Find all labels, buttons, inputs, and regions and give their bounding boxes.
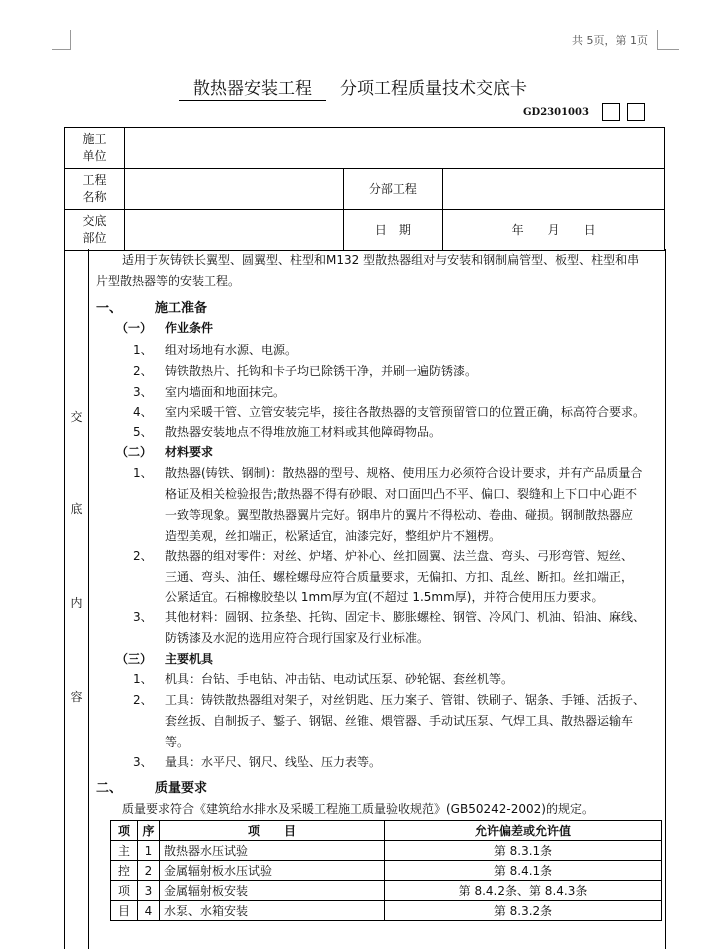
document-code: GD2301003 bbox=[523, 107, 589, 118]
title-project-name: 散热器安装工程 bbox=[179, 74, 326, 101]
side-label-char-4: 容 bbox=[70, 690, 83, 704]
section-2-title: 质量要求 bbox=[155, 781, 208, 796]
intro-line-1: 适用于灰铸铁长翼型、圆翼型、柱型和M132 型散热器组对与安装和钢制扁管型、板型、柱型和串 bbox=[122, 253, 640, 267]
construction-unit-value bbox=[124, 128, 664, 169]
header-row-unit bbox=[65, 128, 665, 169]
section-2-number: 二、 bbox=[96, 781, 123, 796]
quality-table-header bbox=[111, 821, 662, 841]
side-label-char-3: 内 bbox=[70, 596, 83, 610]
subsection-1-title: 作业条件 bbox=[165, 321, 214, 335]
page-title bbox=[0, 74, 706, 101]
work-condition-5-text: 散热器安装地点不得堆放施工材料或其他障碍物品。 bbox=[165, 425, 442, 439]
group-label-char-3: 项 bbox=[111, 881, 138, 901]
material-1-num: 1、 bbox=[133, 466, 153, 480]
row-item: 金属辐射板安装 bbox=[160, 881, 385, 901]
crop-mark-right-vertical bbox=[657, 30, 658, 50]
sub-project-value bbox=[443, 169, 665, 210]
row-item: 金属辐射板水压试验 bbox=[160, 861, 385, 881]
table-row bbox=[111, 841, 662, 861]
handover-dept-label: 交底部位 bbox=[65, 210, 125, 251]
project-name-label: 工程名称 bbox=[65, 169, 125, 210]
work-condition-4-text: 室内采暖干管、立管安装完毕，接往各散热器的支管预留管口的位置正确，标高符合要求。 bbox=[165, 405, 646, 419]
material-2-num: 2、 bbox=[133, 549, 153, 563]
quality-table bbox=[110, 820, 662, 921]
subsection-2-number: （二） bbox=[116, 445, 153, 459]
section-1-number: 一、 bbox=[96, 301, 123, 316]
material-3-num: 3、 bbox=[133, 610, 153, 624]
row-value: 第 8.3.2条 bbox=[385, 901, 662, 921]
crop-mark-left-horizontal bbox=[52, 49, 70, 50]
group-label-char-2: 控 bbox=[111, 861, 138, 881]
work-condition-2-num: 2、 bbox=[133, 364, 153, 378]
col-header-item: 项 目 bbox=[160, 821, 385, 841]
col-header-allowance: 允许偏差或允许值 bbox=[385, 821, 662, 841]
work-condition-3-text: 室内墙面和地面抹完。 bbox=[165, 385, 286, 399]
subsection-3-title: 主要机具 bbox=[165, 652, 214, 666]
material-1-line-3: 一致等现象。翼型散热器翼片完好。钢串片的翼片不得松动、卷曲、碰损。钢制散热器应 bbox=[165, 508, 634, 522]
row-value: 第 8.3.1条 bbox=[385, 841, 662, 861]
row-seq: 2 bbox=[138, 861, 160, 881]
title-suffix: 分项工程质量技术交底卡 bbox=[340, 79, 527, 99]
material-2-line-3: 公紧适宜。石棉橡胶垫以 1mm厚为宜(不超过 1.5mm厚)，并符合使用压力要求。 bbox=[165, 590, 604, 604]
work-condition-3-num: 3、 bbox=[133, 385, 153, 399]
header-row-handover bbox=[65, 210, 665, 251]
subsection-2-title: 材料要求 bbox=[165, 445, 214, 459]
work-condition-2-text: 铸铁散热片、托钩和卡子均已除锈干净，并刷一遍防锈漆。 bbox=[165, 364, 478, 378]
subsection-1-number: （一） bbox=[116, 321, 153, 335]
material-1-line-4: 造型美观，丝扣端正，松紧适宜，油漆完好，整组炉片不翘楞。 bbox=[165, 529, 502, 543]
page-count: 共 5页，第 1页 bbox=[572, 34, 648, 47]
crop-mark-left-vertical bbox=[70, 30, 71, 50]
material-1-line-2: 格证及相关检验报告;散热器不得有砂眼、对口面凹凸不平、偏口、裂缝和上下口中心距不 bbox=[165, 487, 638, 501]
material-1-line-1: 散热器(铸铁、钢制)：散热器的型号、规格、使用压力必须符合设计要求，并有产品质量合 bbox=[165, 466, 643, 480]
material-2-line-1: 散热器的组对零件：对丝、炉堵、炉补心、丝扣圆翼、法兰盘、弯头、弓形弯管、短丝、 bbox=[165, 549, 634, 563]
subsection-3-number: （三） bbox=[116, 652, 153, 666]
section-1-title: 施工准备 bbox=[155, 301, 208, 316]
table-row bbox=[111, 861, 662, 881]
material-2-line-2: 三通、弯头、油任、螺栓螺母应符合质量要求，无偏扣、方扣、乱丝、断扣。丝扣端正， bbox=[165, 570, 634, 584]
side-label-char-1: 交 bbox=[70, 410, 83, 424]
project-name-value bbox=[124, 169, 343, 210]
quality-intro: 质量要求符合《建筑给水排水及采暖工程施工质量验收规范》(GB50242-2002)的规定。 bbox=[122, 802, 594, 816]
tool-3-num: 3、 bbox=[133, 755, 153, 769]
row-seq: 4 bbox=[138, 901, 160, 921]
date-label: 日 期 bbox=[343, 210, 443, 251]
tool-2-line-1: 工具：铸铁散热器组对架子，对丝钥匙、压力案子、管钳、铁刷子、锯条、手锤、活扳子、 bbox=[165, 693, 646, 707]
header-row-project bbox=[65, 169, 665, 210]
row-seq: 1 bbox=[138, 841, 160, 861]
material-3-line-1: 其他材料：圆钢、拉条垫、托钩、固定卡、膨胀螺栓、钢管、冷风门、机油、铅油、麻线、 bbox=[165, 610, 646, 624]
side-label-char-2: 底 bbox=[70, 502, 83, 516]
crop-mark-right-horizontal bbox=[657, 49, 679, 50]
table-row bbox=[111, 881, 662, 901]
date-value: 年 月 日 bbox=[443, 210, 665, 251]
row-item: 散热器水压试验 bbox=[160, 841, 385, 861]
sub-project-label: 分部工程 bbox=[343, 169, 443, 210]
construction-unit-label: 施工单位 bbox=[65, 128, 125, 169]
tool-2-line-2: 套丝扳、自制扳子、錾子、钢锯、丝锥、煨管器、手动试压泵、气焊工具、散热器运输车 bbox=[165, 714, 634, 728]
tool-2-line-3: 等。 bbox=[165, 735, 190, 749]
tool-3-line-1: 量具：水平尺、钢尺、线坠、压力表等。 bbox=[165, 755, 382, 769]
checkbox-square-2 bbox=[627, 103, 645, 121]
work-condition-4-num: 4、 bbox=[133, 405, 153, 419]
handover-dept-value bbox=[124, 210, 343, 251]
intro-line-2: 片型散热器等的安装工程。 bbox=[96, 274, 241, 288]
col-header-seq: 序 bbox=[138, 821, 160, 841]
row-item: 水泵、水箱安装 bbox=[160, 901, 385, 921]
tool-2-num: 2、 bbox=[133, 693, 153, 707]
group-label-char-4: 目 bbox=[111, 901, 138, 921]
work-condition-1-text: 组对场地有水源、电源。 bbox=[165, 343, 298, 357]
tool-1-num: 1、 bbox=[133, 672, 153, 686]
work-condition-1-num: 1、 bbox=[133, 343, 153, 357]
group-label-char-1: 主 bbox=[111, 841, 138, 861]
table-row bbox=[111, 901, 662, 921]
tool-1-line-1: 机具：台钻、手电钻、冲击钻、电动试压泵、砂轮锯、套丝机等。 bbox=[165, 672, 514, 686]
work-condition-5-num: 5、 bbox=[133, 425, 153, 439]
row-seq: 3 bbox=[138, 881, 160, 901]
row-value: 第 8.4.1条 bbox=[385, 861, 662, 881]
header-table bbox=[64, 127, 665, 251]
row-value: 第 8.4.2条、第 8.4.3条 bbox=[385, 881, 662, 901]
col-header-category: 项 bbox=[111, 821, 138, 841]
checkbox-square-1 bbox=[602, 103, 620, 121]
material-3-line-2: 防锈漆及水泥的选用应符合现行国家及行业标准。 bbox=[165, 631, 430, 645]
